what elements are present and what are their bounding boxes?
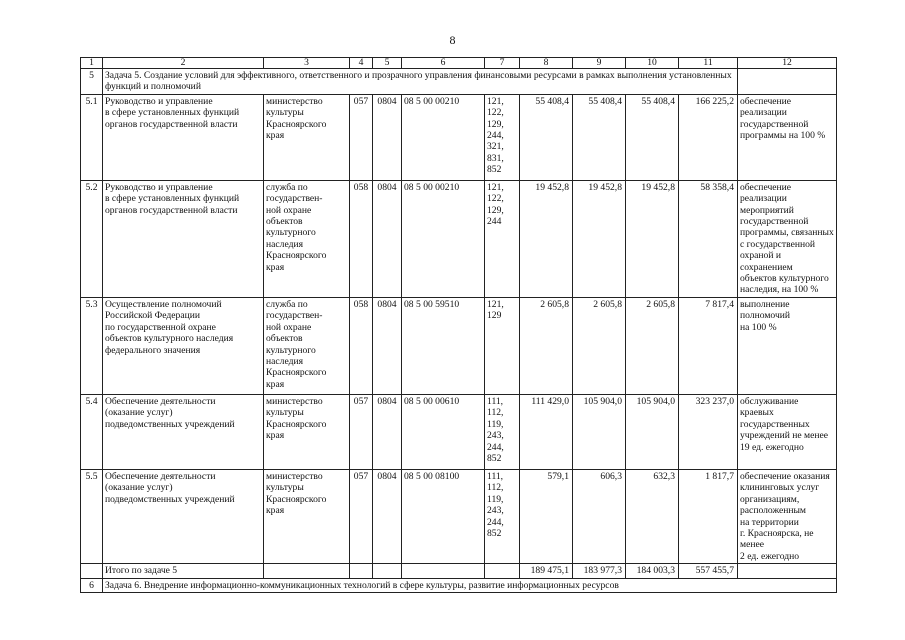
header-cell: 3 — [264, 58, 350, 69]
empty-cell — [738, 69, 837, 95]
header-cell: 8 — [520, 58, 573, 69]
year1-value: 2 605,8 — [520, 297, 573, 394]
table-row — [81, 94, 837, 180]
empty-cell — [264, 564, 350, 578]
total-sum: 557 455,7 — [679, 564, 738, 578]
total-value: 166 225,2 — [679, 94, 738, 180]
year3-value: 632,3 — [626, 469, 679, 563]
empty-cell — [350, 564, 373, 578]
rzpr-code: 0804 — [373, 297, 402, 394]
task-title: Задача 5. Создание условий для эффективного, ответственного и прозрачного управления финансовыми ресурсами в рамках выполнения установленных функций и полномочий — [103, 69, 738, 95]
rzpr-code: 0804 — [373, 394, 402, 469]
total-value: 1 817,7 — [679, 469, 738, 563]
csr-code: 08 5 00 08100 — [402, 469, 485, 563]
header-cell: 7 — [485, 58, 520, 69]
vr-codes: 121, 122, 129, 244, 321, 831, 852 — [485, 94, 520, 180]
header-cell: 1 — [81, 58, 103, 69]
grbs-code: 057 — [350, 94, 373, 180]
year2-value: 105 904,0 — [573, 394, 626, 469]
table-row — [81, 469, 837, 563]
empty-cell — [81, 564, 103, 578]
organization: служба по государствен- ной охране объектов культурного наследия Красноярского края — [264, 180, 350, 297]
header-cell: 9 — [573, 58, 626, 69]
organization: министерство культуры Красноярского края — [264, 94, 350, 180]
event-name: Осуществление полномочий Российской Федерации по государственной охране объектов культурного наследия федерального значения — [103, 297, 264, 394]
rzpr-code: 0804 — [373, 180, 402, 297]
task-total-row — [81, 564, 837, 578]
csr-code: 08 5 00 00210 — [402, 94, 485, 180]
total-value: 7 817,4 — [679, 297, 738, 394]
vr-codes: 111, 112, 119, 243, 244, 852 — [485, 394, 520, 469]
csr-code: 08 5 00 00210 — [402, 180, 485, 297]
event-name: Обеспечение деятельности (оказание услуг) подведомственных учреждений — [103, 394, 264, 469]
total-year3: 184 003,3 — [626, 564, 679, 578]
csr-code: 08 5 00 59510 — [402, 297, 485, 394]
expected-result: обеспечение реализации государственной программы на 100 % — [738, 94, 837, 180]
table-row — [81, 394, 837, 469]
task-number: 6 — [81, 578, 103, 592]
total-year2: 183 977,3 — [573, 564, 626, 578]
header-cell: 5 — [373, 58, 402, 69]
vr-codes: 121, 122, 129, 244 — [485, 180, 520, 297]
expected-result: выполнение полномочий на 100 % — [738, 297, 837, 394]
task-number: 5 — [81, 69, 103, 95]
table-row — [81, 297, 837, 394]
grbs-code: 058 — [350, 297, 373, 394]
organization: министерство культуры Красноярского края — [264, 394, 350, 469]
row-number: 5.4 — [81, 394, 103, 469]
csr-code: 08 5 00 00610 — [402, 394, 485, 469]
row-number: 5.2 — [81, 180, 103, 297]
empty-cell — [373, 564, 402, 578]
event-name: Обеспечение деятельности (оказание услуг) подведомственных учреждений — [103, 469, 264, 563]
header-cell: 2 — [103, 58, 264, 69]
year1-value: 111 429,0 — [520, 394, 573, 469]
total-value: 58 358,4 — [679, 180, 738, 297]
expected-result: обеспечение оказания клининговых услуг организациям, расположенным на территории г. Красноярска, не менее 2 ед. ежегодно — [738, 469, 837, 563]
row-number: 5.5 — [81, 469, 103, 563]
event-name: Руководство и управление в сфере установленных функций органов государственной власти — [103, 94, 264, 180]
task-title: Задача 6. Внедрение информационно-коммуникационных технологий в сфере культуры, развитие информационных ресурсов — [103, 578, 837, 592]
grbs-code: 057 — [350, 394, 373, 469]
task-5-row — [81, 69, 837, 95]
program-table — [80, 57, 837, 593]
header-cell: 12 — [738, 58, 837, 69]
year1-value: 55 408,4 — [520, 94, 573, 180]
total-year1: 189 475,1 — [520, 564, 573, 578]
organization: министерство культуры Красноярского края — [264, 469, 350, 563]
year2-value: 19 452,8 — [573, 180, 626, 297]
grbs-code: 057 — [350, 469, 373, 563]
year3-value: 105 904,0 — [626, 394, 679, 469]
table-row — [81, 180, 837, 297]
empty-cell — [402, 564, 485, 578]
year3-value: 2 605,8 — [626, 297, 679, 394]
rzpr-code: 0804 — [373, 469, 402, 563]
header-row — [81, 58, 837, 69]
task-6-row — [81, 578, 837, 592]
rzpr-code: 0804 — [373, 94, 402, 180]
header-cell: 4 — [350, 58, 373, 69]
year2-value: 606,3 — [573, 469, 626, 563]
grbs-code: 058 — [350, 180, 373, 297]
expected-result: обслуживание краевых государственных учреждений не менее 19 ед. ежегодно — [738, 394, 837, 469]
organization: служба по государствен- ной охране объектов культурного наследия Красноярского края — [264, 297, 350, 394]
empty-cell — [485, 564, 520, 578]
empty-cell — [738, 564, 837, 578]
expected-result: обеспечение реализации мероприятий государственной программы, связанных с государственной охраной и сохранением объектов культурного наследия, на 100 % — [738, 180, 837, 297]
vr-codes: 121, 129 — [485, 297, 520, 394]
total-value: 323 237,0 — [679, 394, 738, 469]
row-number: 5.1 — [81, 94, 103, 180]
header-cell: 11 — [679, 58, 738, 69]
year2-value: 55 408,4 — [573, 94, 626, 180]
header-cell: 6 — [402, 58, 485, 69]
year1-value: 579,1 — [520, 469, 573, 563]
page-number: 8 — [449, 33, 456, 47]
year2-value: 2 605,8 — [573, 297, 626, 394]
header-cell: 10 — [626, 58, 679, 69]
year3-value: 19 452,8 — [626, 180, 679, 297]
total-label: Итого по задаче 5 — [103, 564, 264, 578]
year1-value: 19 452,8 — [520, 180, 573, 297]
row-number: 5.3 — [81, 297, 103, 394]
vr-codes: 111, 112, 119, 243, 244, 852 — [485, 469, 520, 563]
event-name: Руководство и управление в сфере установленных функций органов государственной власти — [103, 180, 264, 297]
year3-value: 55 408,4 — [626, 94, 679, 180]
